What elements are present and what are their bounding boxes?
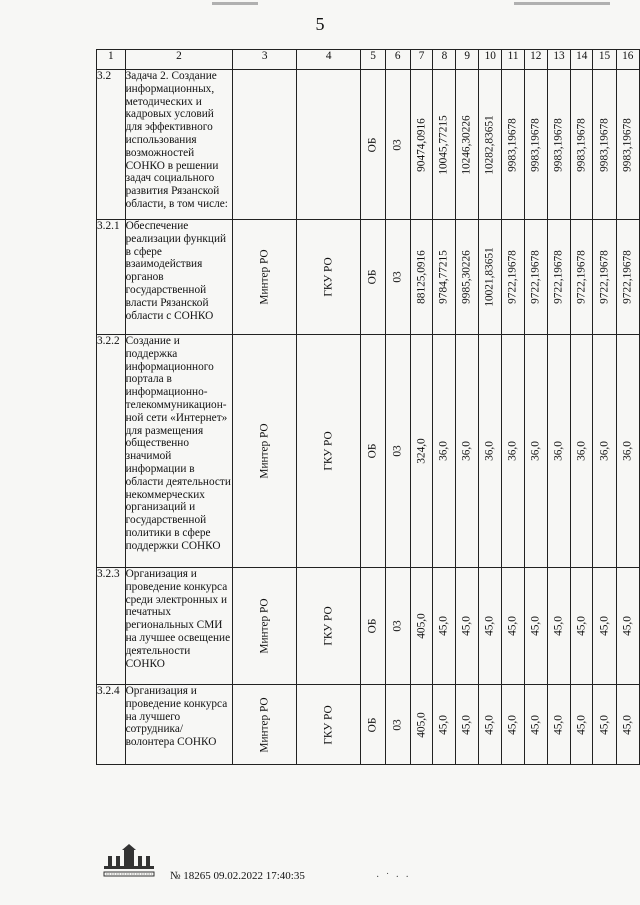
funding-value-cell bbox=[547, 685, 570, 765]
funding-source-cell bbox=[361, 220, 386, 335]
funding-source-cell bbox=[361, 568, 386, 685]
code-value-cell bbox=[385, 335, 410, 568]
funding-value: 36,0 bbox=[437, 441, 450, 461]
funding-value-cell bbox=[593, 70, 616, 220]
funding-value-cell bbox=[410, 685, 433, 765]
participant-cell bbox=[297, 568, 361, 685]
funding-value: 10246,30226 bbox=[460, 114, 473, 175]
funding-value: 45,0 bbox=[437, 714, 450, 735]
responsible-executor: Минтер РО bbox=[258, 249, 271, 305]
header-cell: 1 bbox=[97, 50, 126, 70]
funding-value-cell bbox=[524, 568, 547, 685]
funding-value-cell bbox=[502, 335, 524, 568]
funding-value: 405,0 bbox=[415, 711, 428, 738]
row-number: 3.2 bbox=[97, 70, 126, 220]
funding-value-cell bbox=[571, 220, 593, 335]
funding-value-cell bbox=[571, 685, 593, 765]
funding-value: 9722,19678 bbox=[598, 250, 611, 304]
funding-value-cell bbox=[433, 685, 456, 765]
header-cell: 8 bbox=[433, 50, 456, 70]
funding-value-cell bbox=[593, 685, 616, 765]
funding-value: 45,0 bbox=[460, 616, 473, 636]
program-table bbox=[96, 49, 640, 765]
funding-value: 9784,77215 bbox=[437, 250, 450, 304]
header-cell: 4 bbox=[297, 50, 361, 70]
funding-value: 36,0 bbox=[529, 441, 542, 461]
row-name: Организация и проведение конкурса на лучшего сотрудника/ волонтера СОНКО bbox=[125, 685, 233, 765]
funding-value: 36,0 bbox=[506, 441, 519, 461]
funding-value-cell bbox=[479, 220, 502, 335]
funding-source: ОБ bbox=[366, 137, 379, 152]
funding-value: 324,0 bbox=[415, 438, 428, 464]
table-row bbox=[97, 568, 640, 685]
page-number: 5 bbox=[315, 14, 325, 34]
header-cell: 9 bbox=[456, 50, 479, 70]
funding-value-cell bbox=[479, 685, 502, 765]
funding-value-cell bbox=[547, 335, 570, 568]
responsible-executor: Минтер РО bbox=[258, 423, 271, 479]
funding-value: 88125,0916 bbox=[415, 250, 428, 304]
funding-value: 9983,19678 bbox=[621, 117, 634, 172]
header-cell: 16 bbox=[616, 50, 639, 70]
funding-value: 45,0 bbox=[460, 714, 473, 735]
funding-value: 45,0 bbox=[506, 714, 519, 735]
funding-value-cell bbox=[456, 568, 479, 685]
funding-value-cell bbox=[456, 70, 479, 220]
participant-cell bbox=[297, 335, 361, 568]
funding-source: ОБ bbox=[366, 717, 379, 732]
funding-value: 9722,19678 bbox=[575, 250, 588, 304]
table-row bbox=[97, 70, 640, 220]
funding-value-cell bbox=[502, 70, 524, 220]
participant-cell bbox=[297, 220, 361, 335]
funding-value: 36,0 bbox=[598, 441, 611, 461]
funding-value: 9983,19678 bbox=[506, 117, 519, 172]
funding-value-cell bbox=[502, 568, 524, 685]
participant: ГКУ РО bbox=[322, 606, 335, 646]
funding-value-cell bbox=[433, 70, 456, 220]
funding-value: 9985,30226 bbox=[460, 250, 473, 304]
funding-value-cell bbox=[433, 568, 456, 685]
funding-value-cell bbox=[524, 220, 547, 335]
header-cell: 5 bbox=[361, 50, 386, 70]
funding-value: 45,0 bbox=[598, 714, 611, 735]
funding-value-cell bbox=[410, 220, 433, 335]
funding-source-cell bbox=[361, 335, 386, 568]
table-row bbox=[97, 685, 640, 765]
funding-value: 45,0 bbox=[483, 616, 496, 636]
scan-dots: · ˙ · · bbox=[376, 872, 411, 883]
funding-value-cell bbox=[410, 335, 433, 568]
scan-artifact bbox=[212, 2, 258, 5]
funding-value: 45,0 bbox=[598, 616, 611, 636]
funding-value: 36,0 bbox=[460, 441, 473, 461]
header-cell: 3 bbox=[233, 50, 297, 70]
funding-value-cell bbox=[524, 685, 547, 765]
responsible-executor-cell bbox=[233, 685, 297, 765]
header-cell: 7 bbox=[410, 50, 433, 70]
funding-value: 10282,83651 bbox=[483, 114, 496, 175]
funding-value: 36,0 bbox=[552, 441, 565, 461]
funding-value: 9722,19678 bbox=[529, 250, 542, 304]
participant-cell bbox=[297, 685, 361, 765]
funding-value: 45,0 bbox=[621, 616, 634, 636]
responsible-executor-cell bbox=[233, 568, 297, 685]
funding-source: ОБ bbox=[366, 269, 379, 285]
funding-value-cell bbox=[456, 335, 479, 568]
funding-value-cell bbox=[616, 335, 639, 568]
table-row bbox=[97, 220, 640, 335]
header-cell: 13 bbox=[547, 50, 570, 70]
funding-value: 9983,19678 bbox=[598, 117, 611, 172]
funding-value: 36,0 bbox=[575, 441, 588, 461]
code-value: 03 bbox=[391, 138, 404, 151]
funding-source: ОБ bbox=[366, 618, 379, 634]
header-cell: 12 bbox=[524, 50, 547, 70]
funding-value: 10021,83651 bbox=[483, 247, 496, 307]
code-value-cell bbox=[385, 70, 410, 220]
code-value: 03 bbox=[391, 445, 404, 457]
header-cell: 10 bbox=[479, 50, 502, 70]
row-number: 3.2.3 bbox=[97, 568, 126, 685]
funding-value-cell bbox=[479, 568, 502, 685]
funding-value-cell bbox=[616, 220, 639, 335]
responsible-executor-cell bbox=[233, 220, 297, 335]
funding-value: 9983,19678 bbox=[529, 117, 542, 172]
funding-value-cell bbox=[593, 568, 616, 685]
funding-value: 45,0 bbox=[483, 714, 496, 735]
funding-value-cell bbox=[571, 335, 593, 568]
participant: ГКУ РО bbox=[322, 431, 335, 471]
header-cell: 11 bbox=[502, 50, 524, 70]
row-name: Задача 2. Создание информационных, методических и кадровых условий для эффективного использования возможностей СОНКО в решении задач социального развития Рязанской области, в том числе: bbox=[125, 70, 233, 220]
funding-value-cell bbox=[571, 70, 593, 220]
funding-value: 9983,19678 bbox=[575, 117, 588, 172]
header-cell: 15 bbox=[593, 50, 616, 70]
funding-value-cell bbox=[547, 220, 570, 335]
funding-value: 9722,19678 bbox=[506, 250, 519, 304]
funding-value-cell bbox=[593, 335, 616, 568]
header-row bbox=[97, 50, 640, 70]
funding-value: 36,0 bbox=[621, 441, 634, 461]
responsible-executor: Минтер РО bbox=[258, 696, 271, 753]
code-value: 03 bbox=[391, 271, 404, 283]
funding-value: 45,0 bbox=[621, 714, 634, 735]
funding-source-cell bbox=[361, 70, 386, 220]
participant: ГКУ РО bbox=[322, 257, 335, 297]
funding-value: 9983,19678 bbox=[552, 117, 565, 172]
code-value: 03 bbox=[391, 620, 404, 632]
header-cell: 2 bbox=[125, 50, 233, 70]
row-number: 3.2.2 bbox=[97, 335, 126, 568]
row-number: 3.2.4 bbox=[97, 685, 126, 765]
funding-value-cell bbox=[433, 220, 456, 335]
funding-value: 45,0 bbox=[552, 616, 565, 636]
header-cell: 14 bbox=[571, 50, 593, 70]
code-value: 03 bbox=[391, 718, 404, 731]
funding-value-cell bbox=[571, 568, 593, 685]
row-name: Обеспечение реализации функций в сфере взаимодействия органов государственной власти Рязанской области с СОНКО bbox=[125, 220, 233, 335]
funding-value: 45,0 bbox=[575, 616, 588, 636]
funding-value-cell bbox=[547, 70, 570, 220]
code-value-cell bbox=[385, 568, 410, 685]
code-value-cell bbox=[385, 220, 410, 335]
funding-value-cell bbox=[410, 70, 433, 220]
table-row bbox=[97, 335, 640, 568]
participant-cell bbox=[297, 70, 361, 220]
funding-value-cell bbox=[502, 220, 524, 335]
funding-value-cell bbox=[479, 70, 502, 220]
funding-value: 45,0 bbox=[529, 714, 542, 735]
funding-value: 9722,19678 bbox=[621, 250, 634, 304]
funding-value-cell bbox=[593, 220, 616, 335]
funding-value-cell bbox=[547, 568, 570, 685]
funding-value-cell bbox=[524, 70, 547, 220]
responsible-executor-cell bbox=[233, 70, 297, 220]
funding-value: 90474,0916 bbox=[415, 117, 428, 172]
responsible-executor-cell bbox=[233, 335, 297, 568]
funding-value-cell bbox=[616, 685, 639, 765]
row-number: 3.2.1 bbox=[97, 220, 126, 335]
funding-source-cell bbox=[361, 685, 386, 765]
registration-stamp: № 18265 09.02.2022 17:40:35 bbox=[170, 870, 305, 882]
funding-value-cell bbox=[410, 568, 433, 685]
funding-value: 45,0 bbox=[529, 616, 542, 636]
funding-value-cell bbox=[502, 685, 524, 765]
funding-value: 10045,77215 bbox=[437, 114, 450, 175]
funding-value: 36,0 bbox=[483, 441, 496, 461]
scan-artifact bbox=[514, 2, 610, 5]
row-name: Создание и поддержка информационного портала в информационно-телекоммуникацион-ной сети «Интернет» для размещения общественно значимой информации в области деятельности некоммерческих организаций и государственной политики в сфере поддержки СОНКО bbox=[125, 335, 233, 568]
funding-source: ОБ bbox=[366, 443, 379, 459]
funding-value: 45,0 bbox=[506, 616, 519, 636]
funding-value-cell bbox=[616, 568, 639, 685]
funding-value: 45,0 bbox=[575, 714, 588, 735]
funding-value-cell bbox=[616, 70, 639, 220]
funding-value-cell bbox=[524, 335, 547, 568]
funding-value-cell bbox=[456, 685, 479, 765]
participant: ГКУ РО bbox=[322, 704, 335, 745]
responsible-executor: Минтер РО bbox=[258, 598, 271, 654]
funding-value: 9722,19678 bbox=[552, 250, 565, 304]
funding-value: 45,0 bbox=[437, 616, 450, 636]
funding-value: 45,0 bbox=[552, 714, 565, 735]
code-value-cell bbox=[385, 685, 410, 765]
header-cell: 6 bbox=[385, 50, 410, 70]
row-name: Организация и проведение конкурса среди электронных и печатных региональных СМИ на лучшее освещение деятельности СОНКО bbox=[125, 568, 233, 685]
funding-value-cell bbox=[456, 220, 479, 335]
building-emblem-icon bbox=[100, 842, 158, 882]
funding-value: 405,0 bbox=[415, 613, 428, 639]
funding-value-cell bbox=[433, 335, 456, 568]
funding-value-cell bbox=[479, 335, 502, 568]
